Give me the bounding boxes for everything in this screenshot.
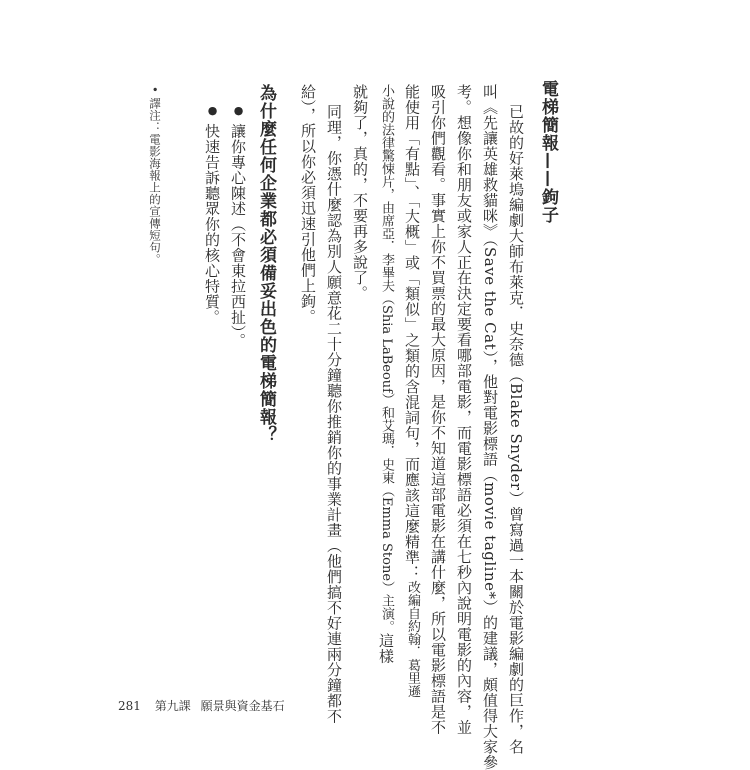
para1-line-1: 已故的好萊塢編劇大師布萊克．史奈德（Blake Snyder）曾寫過一本關於電影編劇的巨作，名 [507, 104, 525, 755]
para1-line-4: 吸引你們觀看。事實上你不買票的最大原因，是你不知道這部電影在講什麼，所以電影標語是不 [429, 84, 447, 735]
bullet-item-1: ● 讓你專心陳述（不會東拉西扯）。 [227, 104, 249, 349]
para1-line-3: 考。想像你和朋友或家人正在決定要看哪部電影，而電影標語必須在七秒內說明電影的內容，並 [455, 84, 473, 735]
quote-text: 小說的法律驚悚片，由席亞．李畢夫（Shia LaBeouf）和艾瑪．史東（Emma Stone）主演。 [379, 84, 394, 634]
chapter-title: 願景與資金基石 [200, 699, 285, 713]
para1-line-5-text: 能使用「有點」、「大概」或「類似」之類的含混詞句，而應該這麼精準： [403, 84, 421, 581]
page-number: 281 [118, 699, 141, 713]
para1-end: 就夠了，真的，不要再多說了。 [351, 84, 369, 301]
lesson-label: 第九課 [154, 699, 191, 713]
para2-line-2: 給），所以你必須迅速引他們上鉤。 [299, 84, 317, 325]
para1-line-5 [401, 84, 423, 698]
quote-end: 這樣 [377, 633, 395, 665]
para2-line-1: 同理，你憑什麼認為別人願意花二十分鐘聽你推銷你的事業計畫（他們搞不好連兩分鐘都不 [325, 104, 343, 724]
section-heading: 電梯簡報——鉤子 [538, 80, 558, 224]
bullet-item-2: ● 快速告訴聽眾你的核心特質。 [201, 104, 223, 325]
quote-prefix: 改編自約翰．葛里遜 [405, 580, 420, 698]
page-footer [118, 697, 291, 714]
footnote: • 譯注：電影海報上的宣傳短句。 [144, 86, 165, 265]
quote-line [375, 84, 397, 664]
para1-line-2: 叫《先讓英雄救貓咪》（Save the Cat），他對電影標語（movie tagline*）的建議，頗值得大家參 [481, 84, 499, 770]
question-heading: 為什麼任何企業都必須備妥出色的電梯簡報？ [256, 84, 276, 444]
